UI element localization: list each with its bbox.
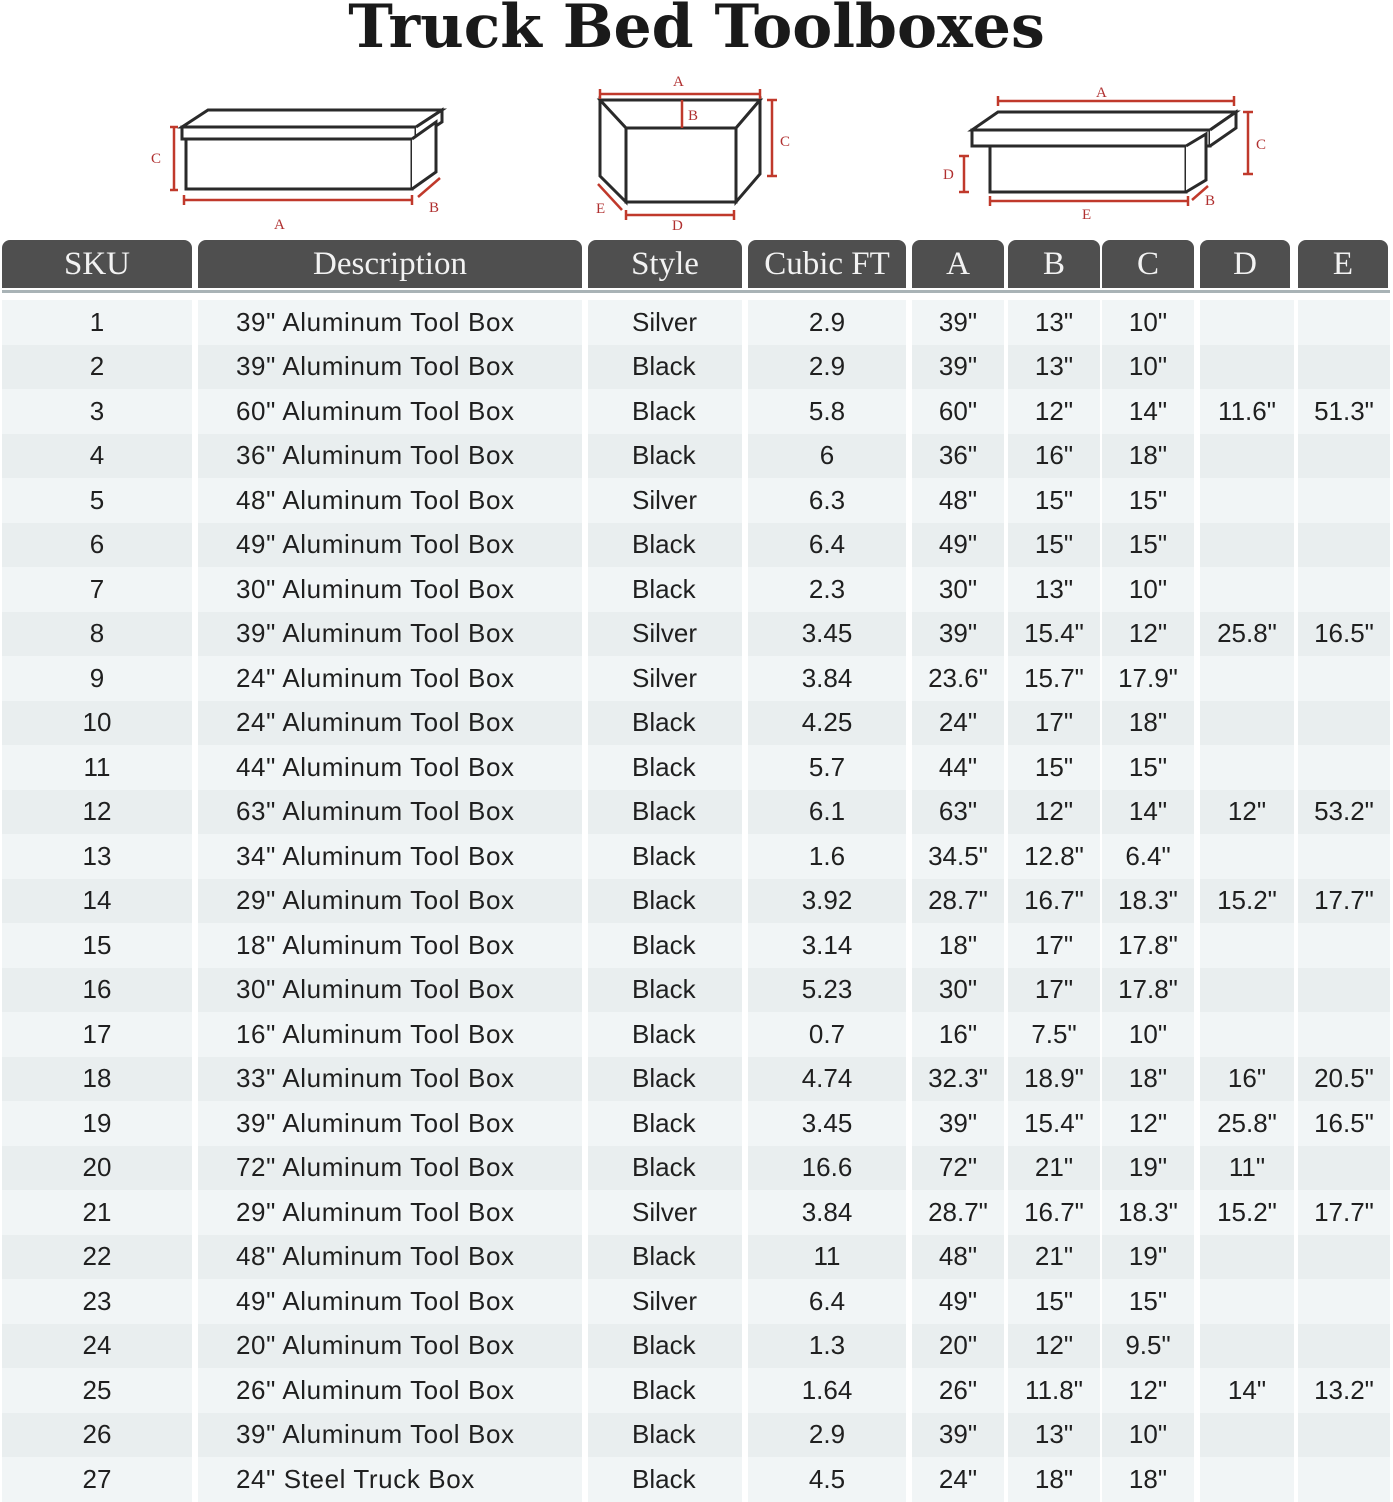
style-cell: Black [588,1057,742,1102]
table-row [2,1279,1390,1324]
dim-d-cell [1200,1457,1294,1502]
sku-cell: 8 [2,612,192,657]
style-cell: Silver [588,300,742,345]
dim-label-e: E [596,201,606,217]
style-cell: Black [588,1146,742,1191]
cubic-ft-cell: 1.6 [748,834,906,879]
dim-b-cell: 12.8" [1008,834,1100,879]
dim-d-cell [1200,523,1294,568]
dim-a-cell: 39" [912,300,1004,345]
sku-cell: 15 [2,923,192,968]
table-row [2,1457,1390,1502]
dim-label-c: C [1256,137,1267,153]
dim-b-cell: 15.7" [1008,656,1100,701]
dim-e-cell [1298,1235,1390,1280]
dim-a-cell: 39" [912,345,1004,390]
dim-b-cell: 16.7" [1008,879,1100,924]
dim-c-cell: 10" [1102,300,1194,345]
dim-d-cell [1200,1413,1294,1458]
dim-c-cell: 17.8" [1102,968,1194,1013]
style-cell: Black [588,1101,742,1146]
description-cell: 20" Aluminum Tool Box [198,1324,582,1369]
sku-cell: 26 [2,1413,192,1458]
dim-d-cell: 11.6" [1200,389,1294,434]
dim-b-cell: 21" [1008,1146,1100,1191]
table-row [2,834,1390,879]
dim-a-cell: 34.5" [912,834,1004,879]
dim-c-cell: 15" [1102,523,1194,568]
table-row [2,1101,1390,1146]
header-d: D [1200,240,1290,288]
description-cell: 29" Aluminum Tool Box [198,1190,582,1235]
dim-label-c: C [151,151,162,167]
cubic-ft-cell: 2.9 [748,300,906,345]
dim-e-cell: 51.3" [1298,389,1390,434]
header-style: Style [588,240,742,288]
style-cell: Silver [588,1190,742,1235]
sku-cell: 6 [2,523,192,568]
dim-d-cell [1200,923,1294,968]
style-cell: Black [588,745,742,790]
style-cell: Black [588,1457,742,1502]
dim-a-cell: 20" [912,1324,1004,1369]
dim-b-cell: 15" [1008,745,1100,790]
description-cell: 60" Aluminum Tool Box [198,389,582,434]
dim-d-cell: 14" [1200,1368,1294,1413]
dim-a-cell: 30" [912,567,1004,612]
dim-d-cell [1200,1235,1294,1280]
dim-d-cell [1200,1324,1294,1369]
dim-e-cell [1298,478,1390,523]
dim-d-cell [1200,701,1294,746]
dim-label-b: B [429,200,440,216]
sku-cell: 16 [2,968,192,1013]
table-row [2,656,1390,701]
description-cell: 36" Aluminum Tool Box [198,434,582,479]
dim-d-cell [1200,300,1294,345]
dim-b-cell: 21" [1008,1235,1100,1280]
dim-a-cell: 28.7" [912,879,1004,924]
sku-cell: 9 [2,656,192,701]
cubic-ft-cell: 3.45 [748,612,906,657]
dim-c-cell: 14" [1102,790,1194,835]
description-cell: 39" Aluminum Tool Box [198,300,582,345]
dim-c-cell: 12" [1102,1101,1194,1146]
cubic-ft-cell: 3.84 [748,656,906,701]
header-c: C [1102,240,1194,288]
dim-b-cell: 13" [1008,300,1100,345]
description-cell: 48" Aluminum Tool Box [198,1235,582,1280]
dim-a-cell: 49" [912,1279,1004,1324]
table-row [2,1324,1390,1369]
sku-cell: 14 [2,879,192,924]
cubic-ft-cell: 4.74 [748,1057,906,1102]
sku-cell: 23 [2,1279,192,1324]
dim-label-d: D [672,218,683,234]
dim-b-cell: 17" [1008,923,1100,968]
sku-cell: 2 [2,345,192,390]
sku-cell: 11 [2,745,192,790]
sku-cell: 3 [2,389,192,434]
description-cell: 49" Aluminum Tool Box [198,1279,582,1324]
cubic-ft-cell: 3.14 [748,923,906,968]
dim-e-cell [1298,656,1390,701]
dim-b-cell: 15" [1008,478,1100,523]
dim-d-cell: 25.8" [1200,1101,1294,1146]
dim-e-cell [1298,567,1390,612]
header-description: Description [198,240,582,288]
dim-c-cell: 18" [1102,701,1194,746]
dim-c-cell: 15" [1102,478,1194,523]
style-cell: Black [588,834,742,879]
dim-a-cell: 63" [912,790,1004,835]
dim-label-e: E [1082,207,1092,223]
page-title: Truck Bed Toolboxes [348,0,1045,62]
dim-b-cell: 12" [1008,1324,1100,1369]
header-sku: SKU [2,240,192,288]
sku-cell: 4 [2,434,192,479]
dim-b-cell: 16.7" [1008,1190,1100,1235]
dim-e-cell [1298,1146,1390,1191]
dim-a-cell: 49" [912,523,1004,568]
crossover-box-diagram [150,100,450,235]
dim-c-cell: 14" [1102,389,1194,434]
dim-a-cell: 72" [912,1146,1004,1191]
dim-d-cell [1200,478,1294,523]
dim-b-cell: 11.8" [1008,1368,1100,1413]
description-cell: 26" Aluminum Tool Box [198,1368,582,1413]
description-cell: 33" Aluminum Tool Box [198,1057,582,1102]
sku-cell: 12 [2,790,192,835]
sku-cell: 24 [2,1324,192,1369]
dim-d-cell: 25.8" [1200,612,1294,657]
table-row [2,879,1390,924]
dim-c-cell: 17.8" [1102,923,1194,968]
dim-d-cell: 11" [1200,1146,1294,1191]
cubic-ft-cell: 3.84 [748,1190,906,1235]
description-cell: 39" Aluminum Tool Box [198,612,582,657]
dim-a-cell: 24" [912,1457,1004,1502]
dim-d-cell [1200,434,1294,479]
dim-c-cell: 10" [1102,1413,1194,1458]
dim-label-a: A [274,217,285,233]
dim-a-cell: 60" [912,389,1004,434]
sku-cell: 10 [2,701,192,746]
cubic-ft-cell: 11 [748,1235,906,1280]
sku-cell: 1 [2,300,192,345]
cubic-ft-cell: 0.7 [748,1012,906,1057]
dim-d-cell [1200,968,1294,1013]
table-row [2,434,1390,479]
description-cell: 24" Aluminum Tool Box [198,701,582,746]
description-cell: 30" Aluminum Tool Box [198,968,582,1013]
dim-d-cell: 12" [1200,790,1294,835]
dim-e-cell: 20.5" [1298,1057,1390,1102]
cubic-ft-cell: 6.1 [748,790,906,835]
dim-a-cell: 44" [912,745,1004,790]
cubic-ft-cell: 1.3 [748,1324,906,1369]
dim-c-cell: 15" [1102,745,1194,790]
dim-a-cell: 48" [912,478,1004,523]
cubic-ft-cell: 1.64 [748,1368,906,1413]
dim-d-cell: 15.2" [1200,1190,1294,1235]
style-cell: Black [588,1012,742,1057]
description-cell: 63" Aluminum Tool Box [198,790,582,835]
dim-c-cell: 18.3" [1102,1190,1194,1235]
header-a: A [912,240,1004,288]
dim-e-cell: 17.7" [1298,1190,1390,1235]
chest-box-diagram [590,72,800,234]
cubic-ft-cell: 5.8 [748,389,906,434]
description-cell: 34" Aluminum Tool Box [198,834,582,879]
dim-e-cell [1298,300,1390,345]
dim-c-cell: 15" [1102,1279,1194,1324]
dim-e-cell [1298,1279,1390,1324]
style-cell: Silver [588,1279,742,1324]
dim-b-cell: 18.9" [1008,1057,1100,1102]
dim-b-cell: 12" [1008,389,1100,434]
style-cell: Black [588,1368,742,1413]
table-row [2,1057,1390,1102]
dim-b-cell: 15.4" [1008,1101,1100,1146]
table-row [2,745,1390,790]
dim-e-cell: 16.5" [1298,1101,1390,1146]
header-e: E [1298,240,1388,288]
dim-b-cell: 15" [1008,1279,1100,1324]
dim-b-cell: 17" [1008,968,1100,1013]
table-row [2,389,1390,434]
dim-e-cell [1298,345,1390,390]
cubic-ft-cell: 6.4 [748,1279,906,1324]
cubic-ft-cell: 4.5 [748,1457,906,1502]
dim-e-cell [1298,1413,1390,1458]
dim-e-cell [1298,834,1390,879]
style-cell: Black [588,790,742,835]
style-cell: Black [588,968,742,1013]
description-cell: 44" Aluminum Tool Box [198,745,582,790]
cubic-ft-cell: 6.3 [748,478,906,523]
table-row [2,1012,1390,1057]
dim-b-cell: 15.4" [1008,612,1100,657]
sku-cell: 22 [2,1235,192,1280]
style-cell: Black [588,523,742,568]
cubic-ft-cell: 2.9 [748,1413,906,1458]
dim-c-cell: 19" [1102,1146,1194,1191]
dim-b-cell: 7.5" [1008,1012,1100,1057]
dim-e-cell [1298,1012,1390,1057]
table-row [2,345,1390,390]
dim-e-cell [1298,701,1390,746]
description-cell: 16" Aluminum Tool Box [198,1012,582,1057]
dim-c-cell: 10" [1102,567,1194,612]
dim-d-cell: 16" [1200,1057,1294,1102]
low-profile-box-diagram [940,82,1280,222]
sku-cell: 19 [2,1101,192,1146]
table-row [2,1368,1390,1413]
dim-e-cell: 17.7" [1298,879,1390,924]
dim-a-cell: 32.3" [912,1057,1004,1102]
cubic-ft-cell: 4.25 [748,701,906,746]
sku-cell: 13 [2,834,192,879]
dim-a-cell: 39" [912,612,1004,657]
cubic-ft-cell: 2.3 [748,567,906,612]
style-cell: Black [588,1413,742,1458]
dim-c-cell: 12" [1102,612,1194,657]
cubic-ft-cell: 2.9 [748,345,906,390]
dim-d-cell [1200,834,1294,879]
dim-e-cell [1298,923,1390,968]
dim-b-cell: 13" [1008,345,1100,390]
sku-cell: 27 [2,1457,192,1502]
dim-a-cell: 48" [912,1235,1004,1280]
style-cell: Silver [588,478,742,523]
dim-a-cell: 36" [912,434,1004,479]
description-cell: 29" Aluminum Tool Box [198,879,582,924]
style-cell: Black [588,879,742,924]
dim-a-cell: 26" [912,1368,1004,1413]
table-row [2,1235,1390,1280]
style-cell: Black [588,345,742,390]
dim-e-cell: 13.2" [1298,1368,1390,1413]
sku-cell: 5 [2,478,192,523]
cubic-ft-cell: 5.7 [748,745,906,790]
cubic-ft-cell: 16.6 [748,1146,906,1191]
dim-a-cell: 39" [912,1413,1004,1458]
table-row [2,968,1390,1013]
dim-label-a: A [1096,85,1107,101]
description-cell: 24" Aluminum Tool Box [198,656,582,701]
style-cell: Silver [588,612,742,657]
header-divider [2,290,1390,293]
sku-cell: 21 [2,1190,192,1235]
dim-d-cell [1200,1012,1294,1057]
description-cell: 39" Aluminum Tool Box [198,1101,582,1146]
style-cell: Black [588,567,742,612]
dim-c-cell: 18.3" [1102,879,1194,924]
dim-b-cell: 18" [1008,1457,1100,1502]
dim-a-cell: 39" [912,1101,1004,1146]
cubic-ft-cell: 5.23 [748,968,906,1013]
header-cubic-ft: Cubic FT [748,240,906,288]
dim-c-cell: 17.9" [1102,656,1194,701]
sku-cell: 17 [2,1012,192,1057]
table-row [2,923,1390,968]
dim-e-cell [1298,968,1390,1013]
dim-a-cell: 24" [912,701,1004,746]
cubic-ft-cell: 6.4 [748,523,906,568]
dim-d-cell [1200,1279,1294,1324]
description-cell: 30" Aluminum Tool Box [198,567,582,612]
dim-e-cell [1298,1324,1390,1369]
sku-cell: 7 [2,567,192,612]
toolbox-table [2,300,1390,1502]
dim-a-cell: 16" [912,1012,1004,1057]
dim-c-cell: 19" [1102,1235,1194,1280]
cubic-ft-cell: 3.92 [748,879,906,924]
sku-cell: 18 [2,1057,192,1102]
table-row [2,701,1390,746]
dim-b-cell: 13" [1008,567,1100,612]
style-cell: Black [588,434,742,479]
cubic-ft-cell: 3.45 [748,1101,906,1146]
dim-b-cell: 17" [1008,701,1100,746]
table-row [2,523,1390,568]
dim-a-cell: 23.6" [912,656,1004,701]
sku-cell: 25 [2,1368,192,1413]
dim-c-cell: 10" [1102,1012,1194,1057]
table-row [2,567,1390,612]
dim-label-b: B [1205,193,1216,209]
table-row [2,1146,1390,1191]
description-cell: 72" Aluminum Tool Box [198,1146,582,1191]
dim-c-cell: 10" [1102,345,1194,390]
style-cell: Black [588,701,742,746]
dim-e-cell: 53.2" [1298,790,1390,835]
description-cell: 39" Aluminum Tool Box [198,345,582,390]
dim-label-b: B [688,108,699,124]
sku-cell: 20 [2,1146,192,1191]
dim-e-cell [1298,1457,1390,1502]
dim-c-cell: 18" [1102,434,1194,479]
dim-d-cell [1200,345,1294,390]
dim-e-cell [1298,745,1390,790]
description-cell: 48" Aluminum Tool Box [198,478,582,523]
dim-d-cell [1200,656,1294,701]
table-row [2,1413,1390,1458]
style-cell: Silver [588,656,742,701]
dim-b-cell: 16" [1008,434,1100,479]
dim-c-cell: 9.5" [1102,1324,1194,1369]
dim-label-c: C [780,134,791,150]
dim-d-cell: 15.2" [1200,879,1294,924]
table-row [2,1190,1390,1235]
dim-e-cell [1298,523,1390,568]
dim-a-cell: 30" [912,968,1004,1013]
table-row [2,612,1390,657]
dim-label-a: A [673,74,684,90]
dim-e-cell [1298,434,1390,479]
description-cell: 49" Aluminum Tool Box [198,523,582,568]
style-cell: Black [588,1235,742,1280]
header-b: B [1008,240,1100,288]
table-row [2,300,1390,345]
style-cell: Black [588,923,742,968]
dim-b-cell: 12" [1008,790,1100,835]
table-row [2,478,1390,523]
dim-d-cell [1200,567,1294,612]
dim-c-cell: 18" [1102,1057,1194,1102]
description-cell: 24" Steel Truck Box [198,1457,582,1502]
dim-a-cell: 18" [912,923,1004,968]
dim-c-cell: 6.4" [1102,834,1194,879]
description-cell: 18" Aluminum Tool Box [198,923,582,968]
dim-b-cell: 13" [1008,1413,1100,1458]
dim-c-cell: 18" [1102,1457,1194,1502]
dim-label-d: D [943,167,954,183]
dim-c-cell: 12" [1102,1368,1194,1413]
description-cell: 39" Aluminum Tool Box [198,1413,582,1458]
cubic-ft-cell: 6 [748,434,906,479]
dim-e-cell: 16.5" [1298,612,1390,657]
dim-b-cell: 15" [1008,523,1100,568]
style-cell: Black [588,1324,742,1369]
table-row [2,790,1390,835]
dim-d-cell [1200,745,1294,790]
style-cell: Black [588,389,742,434]
dim-a-cell: 28.7" [912,1190,1004,1235]
